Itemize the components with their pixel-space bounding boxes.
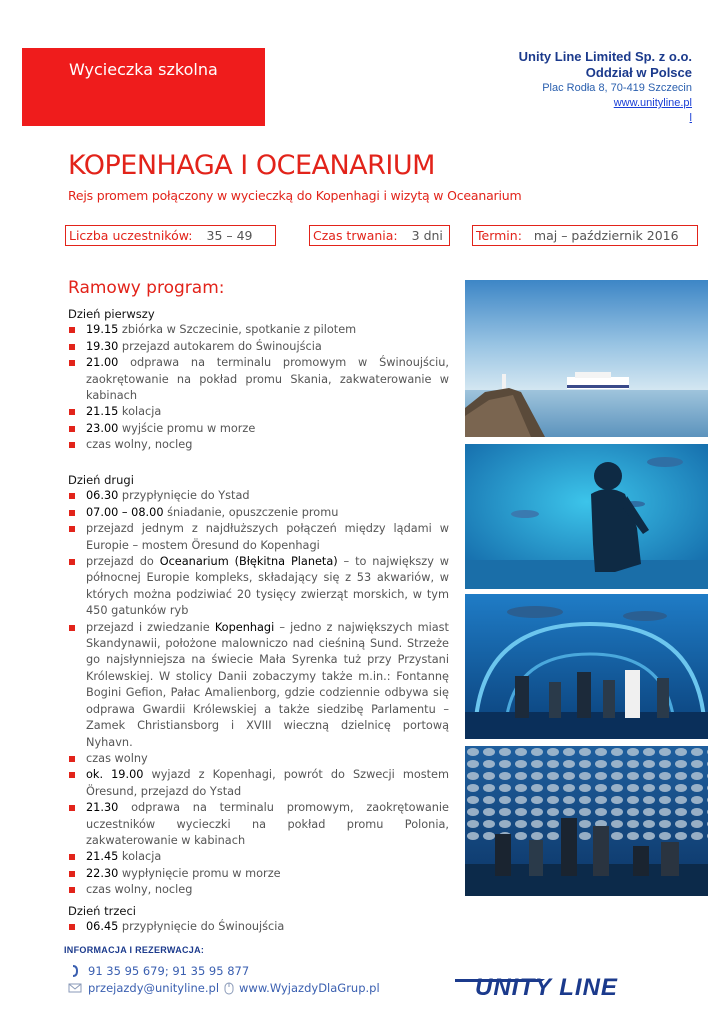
- header-banner: [22, 48, 265, 126]
- footer-heading: INFORMACJA I REZERWACJA:: [64, 945, 205, 955]
- footer-contacts: [68, 981, 380, 995]
- company-address: Plac Rodła 8, 70-419 Szczecin: [542, 82, 692, 94]
- list-item: 19.30 przejazd autokarem do Świnoujścia: [68, 339, 449, 355]
- list-item: 19.15 zbiórka w Szczecinie, spotkanie z pilotem: [68, 322, 449, 338]
- day-3-section: [68, 903, 449, 936]
- company-website-link[interactable]: www.unityline.pl: [613, 97, 692, 109]
- page-title: KOPENHAGA I OCEANARIUM: [68, 150, 435, 181]
- list-item: 21.00 odprawa na terminalu promowym w Świnoujściu, zaokrętowanie na pokład promu Skania, zakwaterowanie w kabinach: [68, 355, 449, 404]
- list-item: ok. 19.00 wyjazd z Kopenhagi, powrót do Szwecji mostem Öresund, przejazd do Ystad: [68, 767, 449, 800]
- aquarium-tunnel-image: [465, 594, 708, 739]
- company-name: Unity Line Limited Sp. z o.o.: [518, 49, 692, 64]
- unity-line-logo: [455, 970, 690, 1000]
- list-item: czas wolny, nocleg: [68, 882, 449, 898]
- mail-icon: [68, 981, 82, 995]
- list-item: przejazd jednym z najdłuższych połączeń między lądami w Europie – mostem Öresund do Kopenhagi: [68, 521, 449, 554]
- term-label: Termin:: [476, 228, 522, 243]
- company-branch: Oddział w Polsce: [585, 65, 692, 80]
- list-item: 21.45 kolacja: [68, 849, 449, 865]
- list-item: 23.00 wyjście promu w morze: [68, 421, 449, 437]
- footer-email-link[interactable]: przejazdy@unityline.pl: [88, 981, 220, 995]
- aquarium-fish-photo: [465, 746, 708, 896]
- footer-website-link[interactable]: www.WyjazdyDlaGrup.pl: [239, 981, 380, 995]
- list-item: 06.30 przypłynięcie do Ystad: [68, 488, 449, 504]
- ferry-photo: [465, 280, 708, 437]
- day-1-section: [68, 306, 449, 454]
- duration-value: 3 dni: [411, 228, 443, 243]
- page-subtitle: Rejs promem połączony w wycieczką do Kopenhagi i wizytą w Oceanarium: [68, 188, 522, 203]
- list-item: przejazd i zwiedzanie Kopenhagi – jedno z największych miast Skandynawii, położone malowniczo nad cieśniną Sund. Strzeże go najsłynniejsza na świecie Mała Syrenka tuż przy Przystani Królewskiej. W stolicy Danii zobaczymy także m.in.: Fontannę Bogini Gefion, Pałac Amalienborg, gdzie codziennie odbywa się odprawa Gwardii Królewskiej a także siedzibę Parlamentu – Zamek Christiansborg i XVIII wieczną dzielnicę portową Nyhavn.: [68, 620, 449, 751]
- banner-label: Wycieczka szkolna: [69, 60, 218, 79]
- list-item: 07.00 – 08.00 śniadanie, opuszczenie promu: [68, 505, 449, 521]
- list-item: czas wolny, nocleg: [68, 437, 449, 453]
- aquarium-child-image: [465, 444, 708, 589]
- footer-phones: [68, 964, 249, 978]
- program-title: Ramowy program:: [68, 278, 225, 298]
- aquarium-child-photo: [465, 444, 708, 589]
- day-3-list: [68, 919, 449, 935]
- term-value: maj – październik 2016: [533, 228, 679, 243]
- day-title: Dzień pierwszy: [68, 307, 155, 321]
- list-item: 21.15 kolacja: [68, 404, 449, 420]
- company-info: [519, 49, 692, 125]
- phone-icon: [68, 964, 82, 978]
- list-item: przejazd do Oceanarium (Błękitna Planeta) – to największy w północnej Europie kompleks, składający się z 53 akwariów, w których można podziwiać 20 tysięcy zwierząt morskich, w tym 450 gatunków ryb: [68, 554, 449, 620]
- day-2-section: [68, 472, 449, 899]
- aquarium-fish-image: [465, 746, 708, 896]
- day-1-list: [68, 322, 449, 453]
- duration-box: [309, 225, 450, 246]
- list-item: 06.45 przypłynięcie do Świnoujścia: [68, 919, 449, 935]
- list-item: czas wolny: [68, 751, 449, 767]
- company-extra-link[interactable]: l: [689, 112, 692, 124]
- day-title: Dzień drugi: [68, 473, 134, 487]
- duration-label: Czas trwania:: [313, 228, 398, 243]
- aquarium-tunnel-photo: [465, 594, 708, 739]
- day-2-list: [68, 488, 449, 898]
- term-box: [472, 225, 698, 246]
- day-title: Dzień trzeci: [68, 904, 136, 918]
- participants-value: 35 – 49: [206, 228, 253, 243]
- logo-text: UNITY LINE: [475, 974, 618, 1000]
- footer-phones-text: 91 35 95 679; 91 35 95 877: [88, 964, 250, 978]
- participants-box: [65, 225, 276, 246]
- mouse-icon: [223, 981, 235, 995]
- list-item: 22.30 wypłynięcie promu w morze: [68, 866, 449, 882]
- list-item: 21.30 odprawa na terminalu promowym, zaokrętowanie uczestników wycieczki na pokład promu Polonia, zakwaterowanie w kabinach: [68, 800, 449, 849]
- participants-label: Liczba uczestników:: [69, 228, 193, 243]
- ferry-image: [465, 280, 708, 437]
